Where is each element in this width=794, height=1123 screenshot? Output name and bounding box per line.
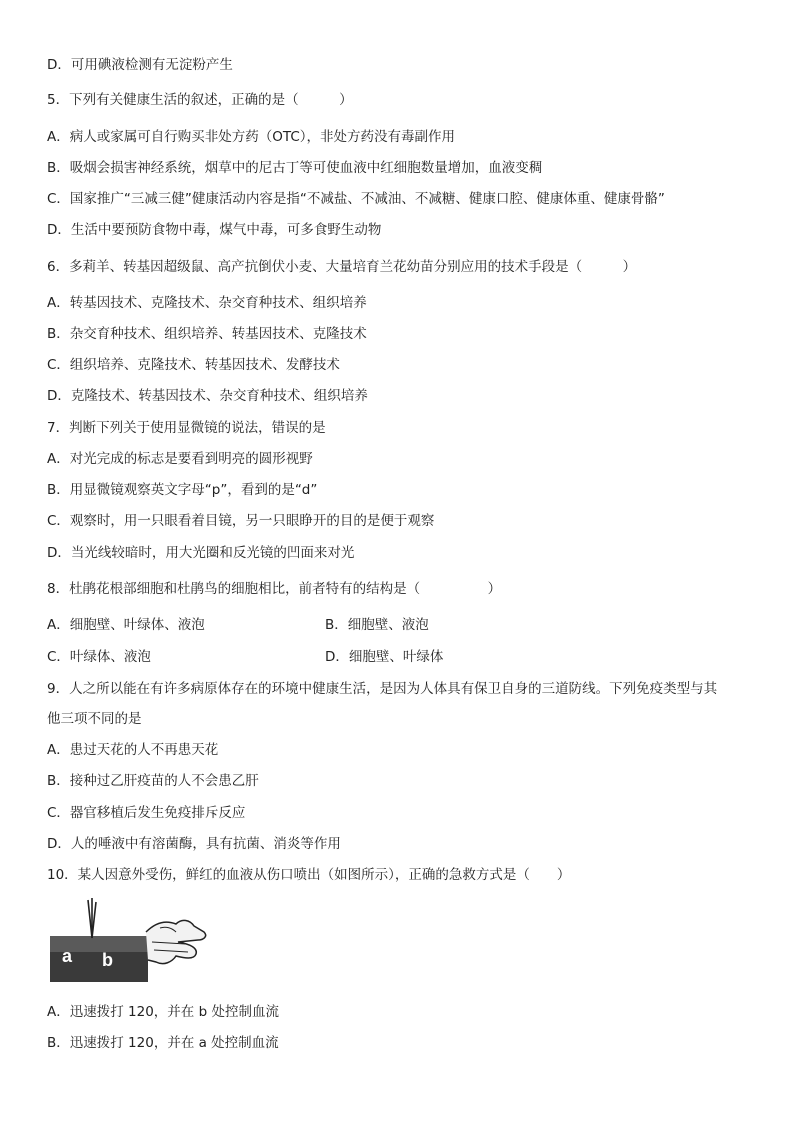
option-7d: D．当光线较暗时，用大光圈和反光镜的凹面来对光 xyxy=(47,545,355,561)
option-7b: B．用显微镜观察英文字母“p”，看到的是“d” xyxy=(47,482,318,498)
option-5a: A．病人或家属可自行购买非处方药（OTC），非处方药没有毒副作用 xyxy=(47,129,455,145)
option-8c: C．叶绿体、液泡 xyxy=(47,649,151,665)
option-9c: C．器官移植后发生免疫排斥反应 xyxy=(47,805,246,821)
question-8-stem: 8．杜鹃花根部细胞和杜鹃鸟的细胞相比，前者特有的结构是（ ） xyxy=(47,581,502,597)
option-7c: C．观察时，用一只眼看着目镜，另一只眼睁开的目的是便于观察 xyxy=(47,513,435,529)
option-7a: A．对光完成的标志是要看到明亮的圆形视野 xyxy=(47,451,313,467)
question-5-stem: 5．下列有关健康生活的叙述，正确的是（ ） xyxy=(47,92,353,108)
option-5d: D．生活中要预防食物中毒，煤气中毒，可多食野生动物 xyxy=(47,222,382,238)
option-4d: D．可用碘液检测有无淀粉产生 xyxy=(47,57,233,73)
option-5b: B．吸烟会损害神经系统，烟草中的尼古丁等可使血液中红细胞数量增加，血液变稠 xyxy=(47,160,543,176)
hand-wound-figure xyxy=(48,896,208,984)
option-8b: B．细胞壁、液泡 xyxy=(325,617,429,633)
label-b: b xyxy=(102,950,113,970)
question-6-stem: 6．多莉羊、转基因超级鼠、高产抗倒伏小麦、大量培育兰花幼苗分别应用的技术手段是（ ） xyxy=(47,259,637,275)
label-a: a xyxy=(62,946,73,966)
option-6b: B．杂交育种技术、组织培养、转基因技术、克隆技术 xyxy=(47,326,367,342)
question-9-stem-line2: 他三项不同的是 xyxy=(47,711,142,727)
option-5c: C．国家推广“三减三健”健康活动内容是指“不减盐、不减油、不减糖、健康口腔、健康体重、健康骨骼” xyxy=(47,191,665,207)
option-9b: B．接种过乙肝疫苗的人不会患乙肝 xyxy=(47,773,259,789)
question-7-stem: 7．判断下列关于使用显微镜的说法，错误的是 xyxy=(47,420,326,436)
blood-spurt xyxy=(88,898,96,938)
question-10-stem: 10．某人因意外受伤，鲜红的血液从伤口喷出（如图所示），正确的急救方式是（ ） xyxy=(47,867,571,883)
option-8d: D．细胞壁、叶绿体 xyxy=(325,649,444,665)
option-10a: A．迅速拨打 120，并在 b 处控制血流 xyxy=(47,1004,279,1020)
option-6a: A．转基因技术、克隆技术、杂交育种技术、组织培养 xyxy=(47,295,367,311)
question-9-stem-line1: 9．人之所以能在有许多病原体存在的环境中健康生活，是因为人体具有保卫自身的三道防线。下列免疫类型与其 xyxy=(47,681,718,697)
option-10b: B．迅速拨打 120，并在 a 处控制血流 xyxy=(47,1035,279,1051)
option-8a: A．细胞壁、叶绿体、液泡 xyxy=(47,617,205,633)
option-9a: A．患过天花的人不再患天花 xyxy=(47,742,219,758)
option-6d: D．克隆技术、转基因技术、杂交育种技术、组织培养 xyxy=(47,388,368,404)
option-9d: D．人的唾液中有溶菌酶，具有抗菌、消炎等作用 xyxy=(47,836,341,852)
option-6c: C．组织培养、克隆技术、转基因技术、发酵技术 xyxy=(47,357,340,373)
